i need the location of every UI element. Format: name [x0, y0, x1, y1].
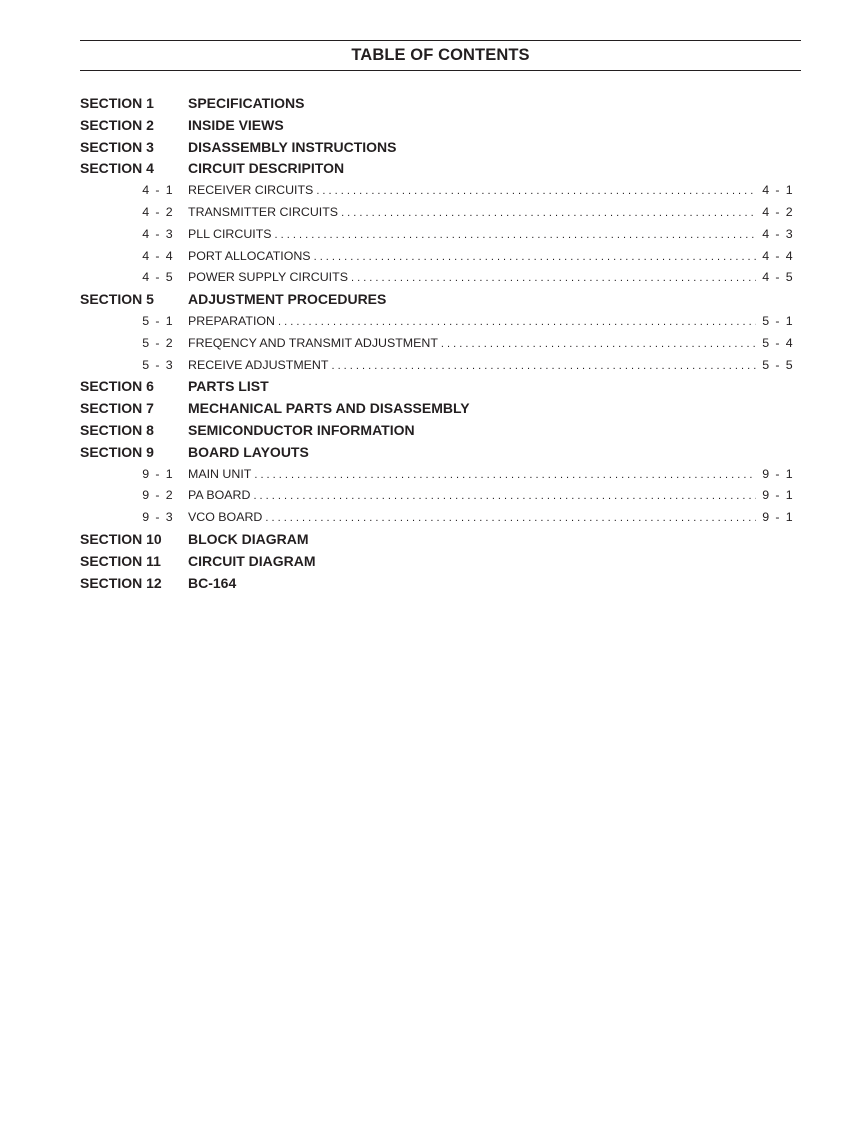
subsection-number: 9 - 3	[142, 510, 174, 525]
section-number: SECTION 2	[80, 116, 154, 133]
subsection-entry[interactable]	[80, 464, 794, 486]
section-title: INSIDE VIEWS	[188, 116, 284, 133]
subsection-line	[188, 180, 794, 203]
section-number: SECTION 9	[80, 443, 154, 460]
section-entry[interactable]	[80, 420, 794, 442]
section-number: SECTION 12	[80, 574, 162, 591]
dot-leader	[253, 486, 756, 508]
dot-leader	[341, 203, 756, 225]
subsection-number: 4 - 5	[142, 270, 174, 285]
section-entry[interactable]	[80, 442, 794, 464]
subsection-title: FREQENCY AND TRANSMIT ADJUSTMENT	[188, 335, 438, 350]
section-number: SECTION 10	[80, 530, 162, 547]
dot-leader	[265, 508, 756, 530]
page-reference: 4 - 2	[762, 204, 794, 219]
section-entry[interactable]	[80, 376, 794, 398]
page-reference: 9 - 1	[762, 488, 794, 503]
subsection-line	[188, 311, 794, 334]
section-entry[interactable]	[80, 398, 794, 420]
section-entry[interactable]	[80, 137, 794, 159]
dot-leader	[316, 181, 756, 203]
subsection-entry[interactable]	[80, 202, 794, 224]
section-number: SECTION 3	[80, 138, 154, 155]
subsection-entry[interactable]	[80, 267, 794, 289]
subsection-number: 5 - 3	[142, 357, 174, 372]
section-number: SECTION 1	[80, 95, 154, 111]
section-title: BC-164	[188, 574, 237, 591]
top-rule	[80, 40, 801, 41]
page-reference: 4 - 4	[762, 248, 794, 263]
dot-leader	[254, 465, 756, 487]
subsection-line	[188, 224, 794, 247]
page-reference: 4 - 5	[762, 270, 794, 285]
section-title: MECHANICAL PARTS AND DISASSEMBLY	[188, 400, 470, 417]
dot-leader	[278, 312, 756, 334]
subsection-entry[interactable]	[80, 311, 794, 333]
page-reference: 9 - 1	[762, 466, 794, 481]
dot-leader	[275, 225, 757, 247]
subsection-title: MAIN UNIT	[188, 466, 252, 481]
subsection-title: TRANSMITTER CIRCUITS	[188, 204, 339, 219]
subsection-number: 9 - 2	[142, 488, 174, 503]
subsection-entry[interactable]	[80, 355, 794, 377]
subsection-title: RECEIVE ADJUSTMENT	[188, 357, 329, 372]
subsection-title: PA BOARD	[188, 488, 251, 503]
subsection-title: POWER SUPPLY CIRCUITS	[188, 270, 348, 285]
subsection-title: PREPARATION	[188, 313, 275, 328]
section-title: ADJUSTMENT PROCEDURES	[188, 291, 387, 308]
subsection-title: RECEIVER CIRCUITS	[188, 183, 314, 198]
section-number: SECTION 7	[80, 400, 154, 417]
section-entry[interactable]	[80, 93, 794, 115]
dot-leader	[441, 334, 756, 356]
page-reference: 5 - 1	[762, 313, 794, 328]
section-entry[interactable]	[80, 289, 794, 311]
subsection-line	[188, 333, 794, 356]
section-title: BLOCK DIAGRAM	[188, 530, 309, 547]
subsection-line	[188, 485, 794, 508]
section-title: PARTS LIST	[188, 378, 269, 395]
section-number: SECTION 4	[80, 160, 154, 177]
section-entry[interactable]	[80, 551, 794, 573]
subsection-entry[interactable]	[80, 246, 794, 268]
subsection-line	[188, 464, 794, 487]
page-reference: 9 - 1	[762, 510, 794, 525]
section-title: SEMICONDUCTOR INFORMATION	[188, 421, 415, 438]
page-reference: 5 - 4	[762, 335, 794, 350]
subsection-number: 4 - 3	[142, 226, 174, 241]
subsection-number: 4 - 4	[142, 248, 174, 263]
section-entry[interactable]	[80, 158, 794, 180]
subsection-entry[interactable]	[80, 180, 794, 202]
dot-leader	[331, 356, 756, 378]
subsection-number: 9 - 1	[142, 466, 174, 481]
subsection-number: 4 - 1	[142, 183, 174, 198]
subsection-entry[interactable]	[80, 333, 794, 355]
section-entry[interactable]	[80, 115, 794, 137]
dot-leader	[314, 247, 757, 269]
subsection-number: 5 - 2	[142, 335, 174, 350]
section-number: SECTION 5	[80, 291, 154, 308]
section-title: SPECIFICATIONS	[188, 95, 305, 111]
section-entry[interactable]	[80, 573, 794, 595]
subsection-title: VCO BOARD	[188, 510, 263, 525]
section-entry[interactable]	[80, 529, 794, 551]
subsection-line	[188, 202, 794, 225]
section-number: SECTION 11	[80, 552, 161, 569]
section-title: CIRCUIT DIAGRAM	[188, 552, 316, 569]
section-title: DISASSEMBLY INSTRUCTIONS	[188, 138, 397, 155]
section-title: BOARD LAYOUTS	[188, 443, 309, 460]
section-number: SECTION 8	[80, 421, 154, 438]
subsection-title: PORT ALLOCATIONS	[188, 248, 311, 263]
subsection-title: PLL CIRCUITS	[188, 226, 272, 241]
subsection-entry[interactable]	[80, 485, 794, 507]
page-reference: 4 - 3	[762, 226, 794, 241]
page-reference: 4 - 1	[762, 183, 794, 198]
subsection-line	[188, 246, 794, 269]
section-number: SECTION 6	[80, 378, 154, 395]
dot-leader	[351, 268, 756, 290]
subsection-line	[188, 267, 794, 290]
subsection-line	[188, 507, 794, 530]
subsection-number: 4 - 2	[142, 204, 174, 219]
bottom-rule	[80, 70, 801, 71]
section-title: CIRCUIT DESCRIPITON	[188, 160, 345, 177]
subsection-number: 5 - 1	[142, 313, 174, 328]
table-of-contents	[80, 93, 794, 594]
subsection-entry[interactable]	[80, 507, 794, 529]
subsection-entry[interactable]	[80, 224, 794, 246]
subsection-line	[188, 355, 794, 378]
page-title: TABLE OF CONTENTS	[351, 46, 530, 64]
page-reference: 5 - 5	[762, 357, 794, 372]
